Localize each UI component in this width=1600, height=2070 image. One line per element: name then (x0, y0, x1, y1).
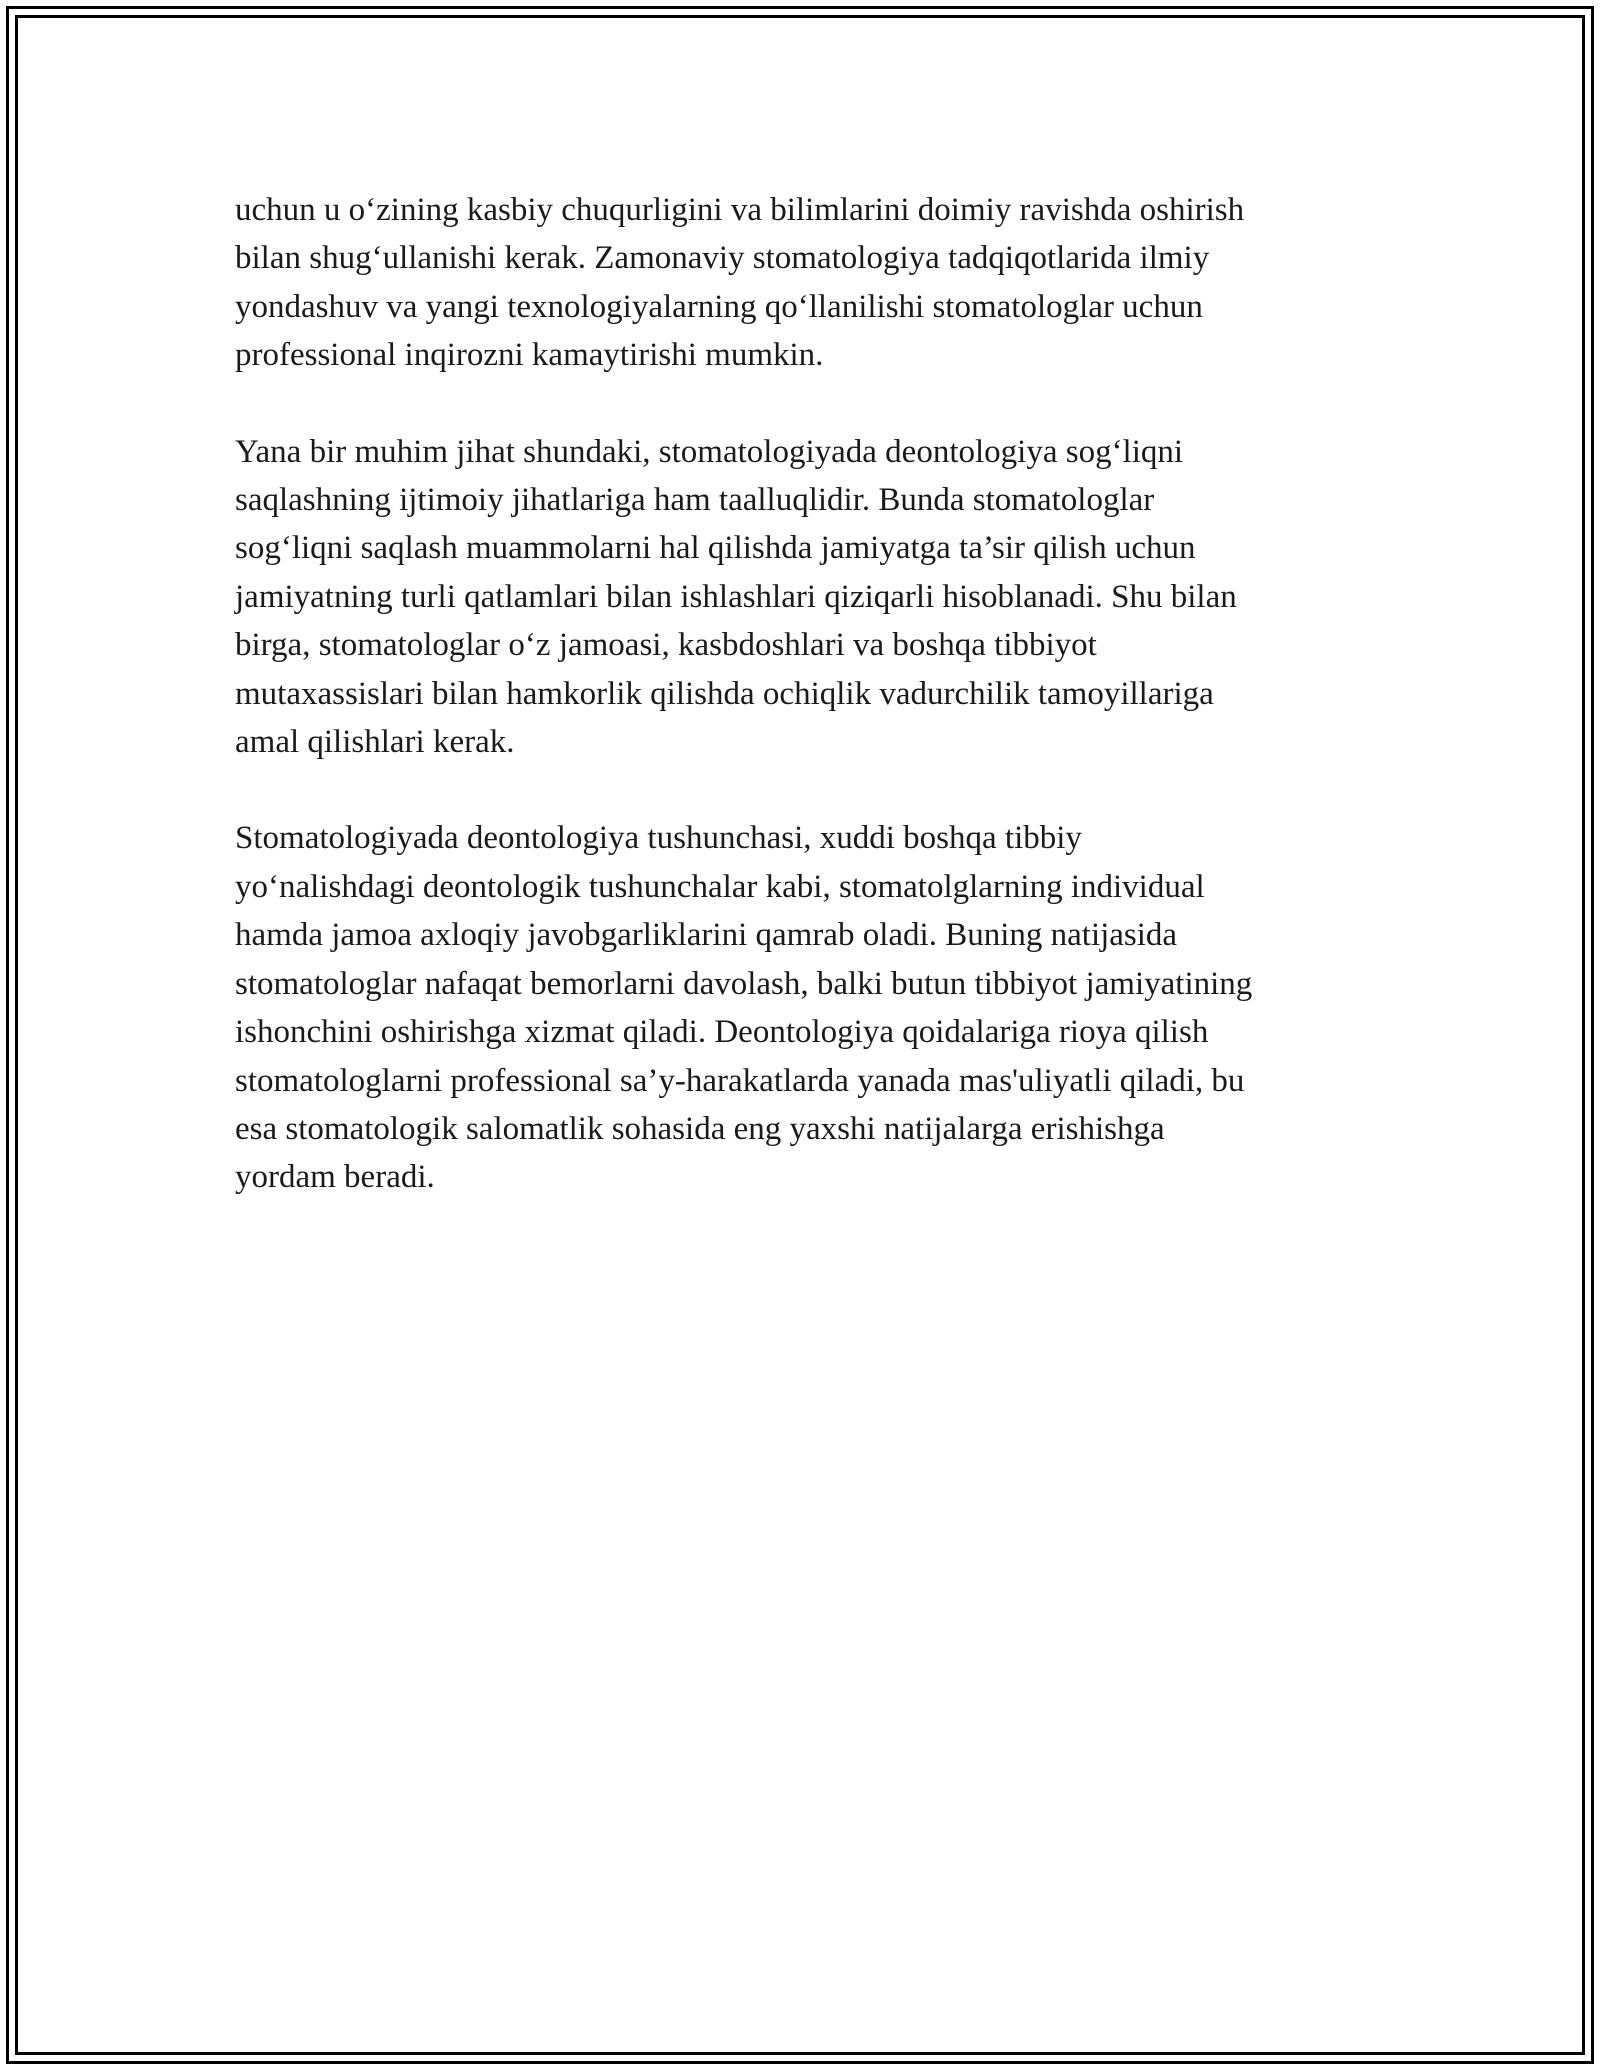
text-line: sog‘liqni saqlash muammolarni hal qilishda jamiyatga ta’sir qilish uchun (235, 530, 1196, 567)
text-line: stomatologlarni professional sa’y-harakatlarda yanada mas'uliyatli qiladi, bu (235, 1062, 1245, 1099)
text-line: stomatologlar nafaqat bemorlarni davolash, balki butun tibbiyot jamiyatining (235, 965, 1253, 1002)
text-line: Yana bir muhim jihat shundaki, stomatologiyada deontologiya sog‘liqni (235, 433, 1184, 470)
text-line: uchun u o‘zining kasbiy chuqurligini va bilimlarini doimiy ravishda oshirish (235, 192, 1245, 228)
text-line: birga, stomatologlar o‘z jamoasi, kasbdoshlari va boshqa tibbiyot (235, 627, 1097, 664)
text-line: yordam beradi. (235, 1159, 435, 1196)
text-line: bilan shug‘ullanishi kerak. Zamonaviy stomatologiya tadqiqotlarida ilmiy (235, 240, 1210, 277)
text-line: amal qilishlari kerak. (235, 724, 515, 761)
text-line: saqlashning ijtimoiy jihatlariga ham taalluqlidir. Bunda stomatologlar (235, 482, 1155, 519)
text-line: yondashuv va yangi texnologiyalarning qo‘llanilishi stomatologlar uchun (235, 288, 1203, 325)
paragraph-2 (235, 428, 1380, 767)
text-line: professional inqirozni kamaytirishi mumkin. (235, 337, 824, 374)
text-line: ishonchini oshirishga xizmat qiladi. Deontologiya qoidalariga rioya qilish (235, 1014, 1209, 1051)
text-line: jamiyatning turli qatlamlari bilan ishlashlari qiziqarli hisoblanadi. Shu bilan (235, 578, 1237, 615)
text-line: yo‘nalishdagi deontologik tushunchalar kabi, stomatolglarning individual (235, 868, 1205, 905)
paragraph-3 (235, 814, 1380, 1201)
text-line: Stomatologiyada deontologiya tushunchasi, xuddi boshqa tibbiy (235, 820, 1082, 857)
text-line: mutaxassislari bilan hamkorlik qilishda ochiqlik vadurchilik tamoyillariga (235, 675, 1214, 712)
text-line: hamda jamoa axloqiy javobgarliklarini qamrab oladi. Buning natijasida (235, 917, 1178, 954)
paragraph-1 (235, 186, 1380, 380)
document-body (235, 186, 1380, 1250)
text-line: esa stomatologik salomatlik sohasida eng yaxshi natijalarga erishishga (235, 1110, 1165, 1147)
